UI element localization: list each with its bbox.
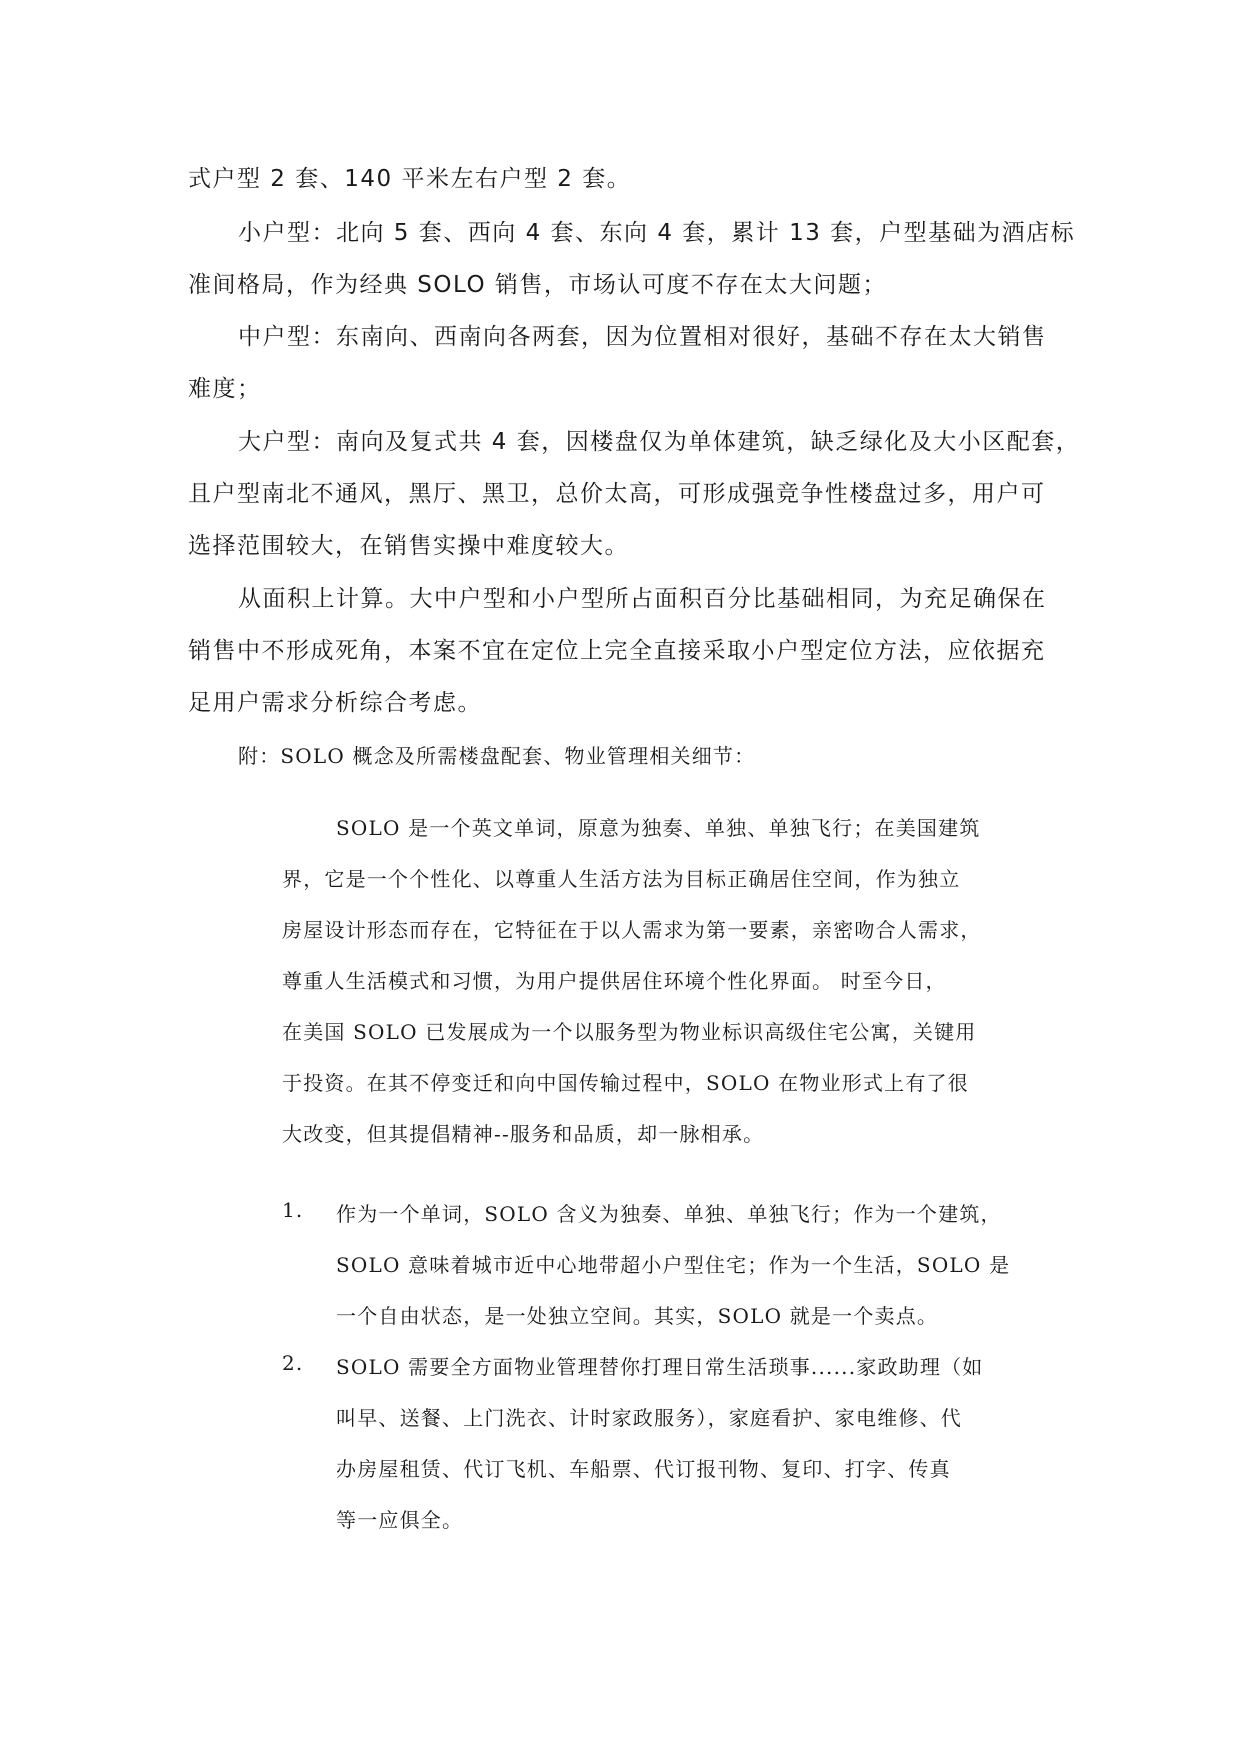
intro-line: SOLO 是一个英文单词，原意为独奏、单独、单独飞行；在美国建筑 (336, 816, 981, 840)
paragraph-line: 从面积上计算。大中户型和小户型所占面积百分比基础相同，为充足确保在 (238, 586, 1047, 612)
intro-line: 大改变，但其提倡精神--服务和品质，却一脉相承。 (282, 1122, 765, 1146)
intro-line: 于投资。在其不停变迁和向中国传输过程中，SOLO 在物业形式上有了很 (282, 1071, 969, 1095)
list-item-line: 等一应俱全。 (336, 1508, 464, 1532)
paragraph-line: 销售中不形成死角，本案不宜在定位上完全直接采取小户型定位方法，应依据充 (188, 638, 1046, 664)
list-item-number: 1. (282, 1198, 304, 1222)
paragraph-line: 小户型：北向 5 套、西向 4 套、东向 4 套，累计 13 套，户型基础为酒店标 (238, 220, 1076, 246)
paragraph-line: 中户型：东南向、西南向各两套，因为位置相对很好，基础不存在太大销售 (238, 324, 1047, 350)
intro-line: 在美国 SOLO 已发展成为一个以服务型为物业标识高级住宅公寓，关键用 (282, 1020, 977, 1044)
paragraph-line: 选择范围较大，在销售实操中难度较大。 (188, 533, 629, 559)
list-item-line: 作为一个单词，SOLO 含义为独奏、单独、单独飞行；作为一个建筑， (336, 1202, 1002, 1226)
list-item-line: SOLO 意味着城市近中心地带超小户型住宅；作为一个生活，SOLO 是 (336, 1253, 1011, 1277)
paragraph-line: 足用户需求分析综合考虑。 (188, 690, 482, 716)
paragraph-line: 大户型：南向及复式共 4 套，因楼盘仅为单体建筑，缺乏绿化及大小区配套， (238, 429, 1081, 455)
list-item-line: 办房屋租赁、代订飞机、车船票、代订报刊物、复印、打字、传真 (336, 1457, 951, 1481)
list-item-line: 叫早、送餐、上门洗衣、计时家政服务），家庭看护、家电维修、代 (336, 1406, 962, 1430)
intro-line: 界，它是一个个性化、以尊重人生活方法为目标正确居住空间，作为独立 (282, 867, 961, 891)
paragraph-line: 难度； (188, 376, 262, 402)
paragraph-line: 准间格局，作为经典 SOLO 销售，市场认可度不存在太大问题； (188, 272, 887, 298)
list-item-line: SOLO 需要全方面物业管理替你打理日常生活琐事......家政助理（如 (336, 1355, 984, 1379)
list-item-number: 2. (282, 1351, 304, 1375)
paragraph-line: 式户型 2 套、140 平米左右户型 2 套。 (188, 166, 632, 192)
paragraph-line: 且户型南北不通风，黑厅、黑卫，总价太高，可形成强竞争性楼盘过多，用户可 (188, 481, 1046, 507)
intro-line: 尊重人生活模式和习惯，为用户提供居住环境个性化界面。 时至今日， (282, 969, 947, 993)
intro-line: 房屋设计形态而存在，它特征在于以人需求为第一要素，亲密吻合人需求， (282, 918, 982, 942)
appendix-heading: 附：SOLO 概念及所需楼盘配套、物业管理相关细节： (238, 744, 756, 768)
list-item-line: 一个自由状态，是一处独立空间。其实，SOLO 就是一个卖点。 (336, 1304, 939, 1328)
